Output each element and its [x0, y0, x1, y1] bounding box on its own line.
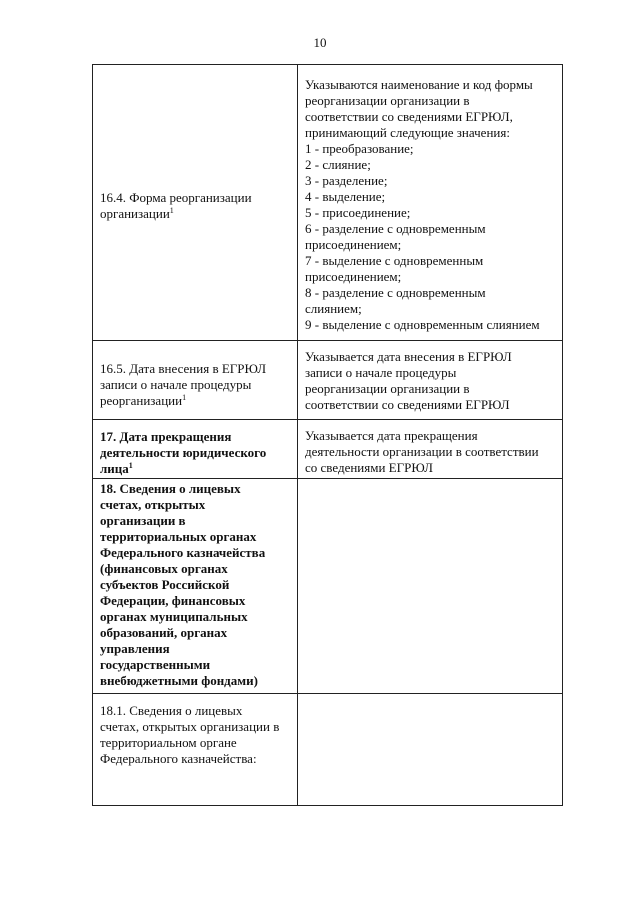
field-description-line: 5 - присоединение;	[305, 205, 411, 220]
field-description-line: реорганизации организации в	[305, 93, 470, 108]
footnote-marker: 1	[128, 461, 133, 470]
field-name-line: государственными	[100, 657, 211, 672]
field-name	[93, 341, 297, 409]
field-name-line: образований, органах	[100, 625, 228, 640]
field-name-line: 18. Сведения о лицевых	[100, 481, 241, 496]
field-description	[298, 341, 562, 413]
footnote-marker: 1	[169, 206, 174, 215]
field-name-line: субъектов Российской	[100, 577, 230, 592]
requisites-table	[92, 64, 563, 806]
field-description-line: Указывается дата внесения в ЕГРЮЛ	[305, 349, 512, 364]
page-number: 10	[313, 35, 327, 50]
field-description-line: Указываются наименование и код формы	[305, 77, 533, 92]
field-name-cell	[93, 420, 298, 479]
table-body	[93, 65, 563, 806]
field-description-line: принимающий следующие значения:	[305, 125, 510, 140]
field-name-line: 16.4. Форма реорганизации	[100, 190, 252, 205]
field-name-line: органах муниципальных	[100, 609, 248, 624]
field-name-line: организации в	[100, 513, 186, 528]
field-name-line: 17. Дата прекращения	[100, 429, 232, 444]
field-description-line: 2 - слияние;	[305, 157, 371, 172]
field-description-line: 4 - выделение;	[305, 189, 386, 204]
field-name-line: территориальных органах	[100, 529, 257, 544]
field-name-line: (финансовых органах	[100, 561, 228, 576]
field-description-line: 8 - разделение с одновременным	[305, 285, 486, 300]
field-name-line: счетах, открытых	[100, 497, 206, 512]
field-description-cell	[298, 341, 563, 420]
field-name-line: Федерального казначейства:	[100, 751, 257, 766]
field-description-line: Указывается дата прекращения	[305, 428, 478, 443]
field-name-line: записи о начале процедуры	[100, 377, 252, 392]
table-row	[93, 65, 563, 341]
field-name-line: счетах, открытых организации в	[100, 719, 280, 734]
field-description-line: слиянием;	[305, 301, 362, 316]
field-name-line: Федерации, финансовых	[100, 593, 246, 608]
field-name-line: лица	[100, 461, 129, 476]
field-name	[93, 420, 297, 477]
field-name-line: внебюджетными фондами)	[100, 673, 258, 688]
field-name	[93, 694, 297, 767]
field-description	[298, 65, 562, 333]
field-description-line: деятельности организации в соответствии	[305, 444, 539, 459]
field-description-line: соответствии со сведениями ЕГРЮЛ,	[305, 109, 513, 124]
field-name-line: управления	[100, 641, 170, 656]
field-description-line: присоединением;	[305, 237, 402, 252]
field-description-line: присоединением;	[305, 269, 402, 284]
field-description-cell	[298, 420, 563, 479]
field-name-cell	[93, 341, 298, 420]
field-description-cell	[298, 65, 563, 341]
field-description-line: 1 - преобразование;	[305, 141, 414, 156]
table-row	[93, 694, 563, 806]
field-name-cell	[93, 479, 298, 694]
field-name-cell	[93, 694, 298, 806]
field-description-line: со сведениями ЕГРЮЛ	[305, 460, 433, 475]
field-description-line: 9 - выделение с одновременным слиянием	[305, 317, 540, 332]
table-row	[93, 479, 563, 694]
field-description-line: 7 - выделение с одновременным	[305, 253, 484, 268]
field-name-line: реорганизации	[100, 393, 183, 408]
field-description-line: записи о начале процедуры	[305, 365, 457, 380]
field-name-line: 18.1. Сведения о лицевых	[100, 703, 243, 718]
field-description	[298, 420, 562, 476]
field-description-line: 3 - разделение;	[305, 173, 388, 188]
field-name-line: 16.5. Дата внесения в ЕГРЮЛ	[100, 361, 267, 376]
field-name-cell	[93, 65, 298, 341]
field-name-line: территориальном органе	[100, 735, 237, 750]
field-description-line: реорганизации организации в	[305, 381, 470, 396]
table-row	[93, 341, 563, 420]
field-name	[93, 65, 297, 222]
footnote-marker: 1	[182, 393, 187, 402]
field-name	[93, 479, 297, 689]
field-description-line: 6 - разделение с одновременным	[305, 221, 486, 236]
field-description-cell	[298, 479, 563, 694]
field-description-line: соответствии со сведениями ЕГРЮЛ	[305, 397, 510, 412]
table-row	[93, 420, 563, 479]
field-name-line: организации	[100, 206, 170, 221]
field-description-cell	[298, 694, 563, 806]
field-name-line: деятельности юридического	[100, 445, 267, 460]
field-name-line: Федерального казначейства	[100, 545, 266, 560]
